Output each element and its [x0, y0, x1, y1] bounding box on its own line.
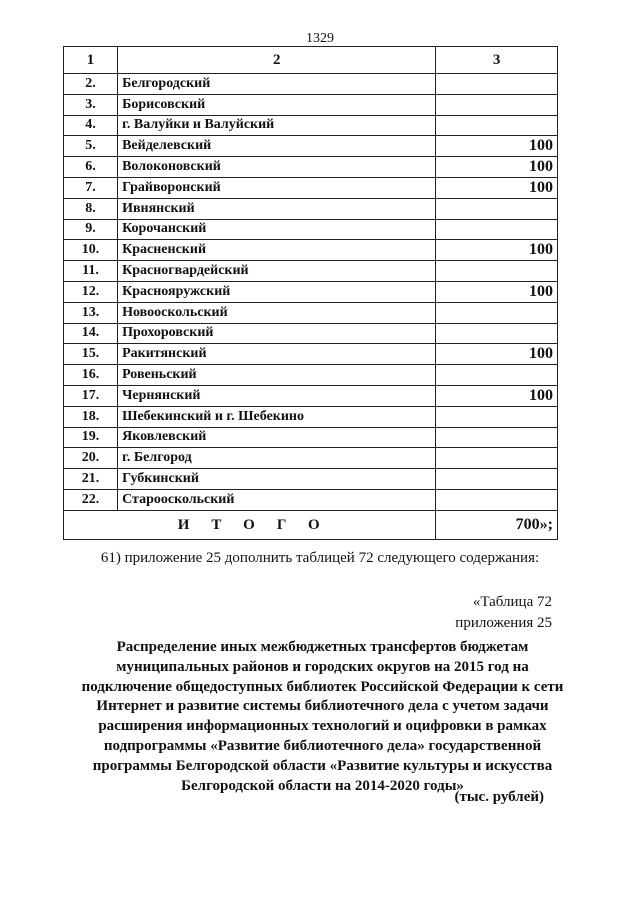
amount-cell: 100	[436, 344, 558, 365]
amount-cell	[436, 448, 558, 469]
district-name-cell: Ровеньский	[118, 365, 436, 386]
district-name-cell: г. Валуйки и Валуйский	[118, 115, 436, 136]
header-col-1: 1	[64, 47, 118, 74]
row-number-cell: 3.	[64, 94, 118, 115]
table-reference-line-2: приложения 25	[455, 615, 552, 631]
row-number-cell: 22.	[64, 489, 118, 510]
amount-cell	[436, 115, 558, 136]
table-row	[64, 157, 558, 178]
total-row	[64, 510, 558, 539]
row-number-cell: 21.	[64, 469, 118, 490]
amount-cell	[436, 489, 558, 510]
table-row	[64, 74, 558, 95]
amount-cell: 100	[436, 177, 558, 198]
amount-cell	[436, 198, 558, 219]
amount-cell	[436, 219, 558, 240]
row-number-cell: 15.	[64, 344, 118, 365]
page-number: 1329	[306, 31, 334, 46]
district-name-cell: Грайворонский	[118, 177, 436, 198]
amount-cell: 100	[436, 281, 558, 302]
table-row	[64, 469, 558, 490]
header-col-3: 3	[436, 47, 558, 74]
row-number-cell: 10.	[64, 240, 118, 261]
table-reference	[455, 592, 552, 634]
instruction-text: 61) приложение 25 дополнить таблицей 72 следующего содержания:	[100, 550, 540, 566]
row-number-cell: 19.	[64, 427, 118, 448]
table-row	[64, 302, 558, 323]
district-name-cell: Прохоровский	[118, 323, 436, 344]
amount-cell: 100	[436, 136, 558, 157]
row-number-cell: 14.	[64, 323, 118, 344]
row-number-cell: 20.	[64, 448, 118, 469]
table-row	[64, 219, 558, 240]
amount-cell	[436, 302, 558, 323]
district-name-cell: г. Белгород	[118, 448, 436, 469]
row-number-cell: 7.	[64, 177, 118, 198]
row-number-cell: 4.	[64, 115, 118, 136]
table-row	[64, 448, 558, 469]
district-name-cell: Губкинский	[118, 469, 436, 490]
district-name-cell: Волоконовский	[118, 157, 436, 178]
table-row	[64, 365, 558, 386]
district-name-cell: Новооскольский	[118, 302, 436, 323]
district-name-cell: Красненский	[118, 240, 436, 261]
table-header-row	[64, 47, 558, 74]
district-name-cell: Старооскольский	[118, 489, 436, 510]
row-number-cell: 11.	[64, 261, 118, 282]
table-row	[64, 489, 558, 510]
row-number-cell: 8.	[64, 198, 118, 219]
row-number-cell: 17.	[64, 385, 118, 406]
row-number-cell: 6.	[64, 157, 118, 178]
table-row	[64, 344, 558, 365]
amount-cell	[436, 365, 558, 386]
district-name-cell: Белгородский	[118, 74, 436, 95]
header-col-2: 2	[118, 47, 436, 74]
amount-cell: 100	[436, 157, 558, 178]
row-number-cell: 16.	[64, 365, 118, 386]
amount-cell	[436, 469, 558, 490]
total-value: 700»;	[436, 510, 558, 539]
amount-cell: 100	[436, 240, 558, 261]
row-number-cell: 18.	[64, 406, 118, 427]
table-row	[64, 94, 558, 115]
district-name-cell: Краснояружский	[118, 281, 436, 302]
district-name-cell: Борисовский	[118, 94, 436, 115]
district-name-cell: Шебекинский и г. Шебекино	[118, 406, 436, 427]
row-number-cell: 5.	[64, 136, 118, 157]
district-name-cell: Яковлевский	[118, 427, 436, 448]
table-reference-line-1: «Таблица 72	[472, 594, 552, 610]
row-number-cell: 2.	[64, 74, 118, 95]
table-row	[64, 323, 558, 344]
row-number-cell: 13.	[64, 302, 118, 323]
table-row	[64, 177, 558, 198]
amount-cell	[436, 427, 558, 448]
district-name-cell: Корочанский	[118, 219, 436, 240]
amount-cell	[436, 94, 558, 115]
amount-cell: 100	[436, 385, 558, 406]
table-row	[64, 385, 558, 406]
table-row	[64, 115, 558, 136]
row-number-cell: 9.	[64, 219, 118, 240]
table-row	[64, 406, 558, 427]
total-label: ИТОГО	[64, 510, 436, 539]
district-name-cell: Ракитянский	[118, 344, 436, 365]
table-row	[64, 261, 558, 282]
amount-cell	[436, 323, 558, 344]
amount-cell	[436, 261, 558, 282]
units-label: (тыс. рублей)	[454, 789, 544, 805]
table-row	[64, 427, 558, 448]
row-number-cell: 12.	[64, 281, 118, 302]
amount-cell	[436, 406, 558, 427]
district-name-cell: Красногвардейский	[118, 261, 436, 282]
table-row	[64, 240, 558, 261]
table-row	[64, 198, 558, 219]
table-row	[64, 281, 558, 302]
district-name-cell: Вейделевский	[118, 136, 436, 157]
allocation-table	[63, 46, 558, 540]
district-name-cell: Чернянский	[118, 385, 436, 406]
table-caption: Распределение иных межбюджетных трансфертов бюджетам муниципальных районов и городских округов на 2015 год на подключение общедоступных библиотек Российской Федерации к сети Интернет и развитие системы библиотечного дела с учетом задачи расширения информационных технологий и оцифровки в рамках подпрограммы «Развитие библиотечного дела» государственной программы Белгородской области «Развитие культуры и искусства Белгородской области на 2014-2020 годы»	[81, 639, 564, 794]
amount-cell	[436, 74, 558, 95]
district-name-cell: Ивнянский	[118, 198, 436, 219]
table-row	[64, 136, 558, 157]
